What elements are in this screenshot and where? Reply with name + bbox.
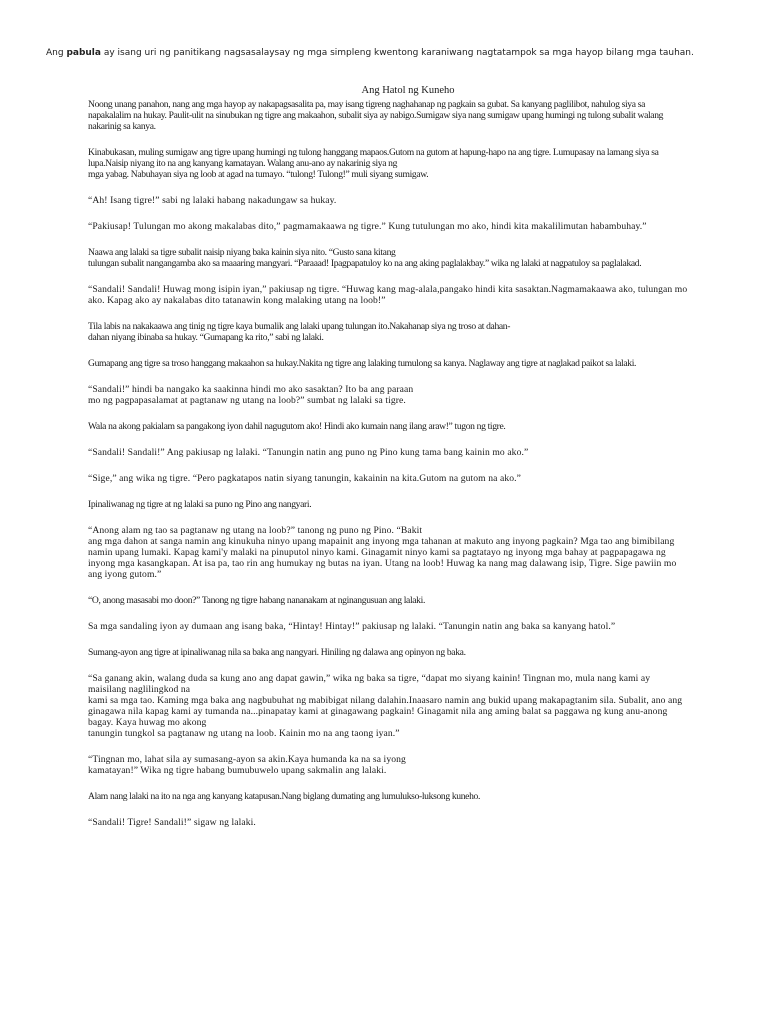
story-paragraph — [88, 321, 688, 343]
intro-text-after: ay isang uri ng panitikang nagsasalaysay ng mga simpleng kwentong karaniwang nagtatampok sa mga hayop bilang mga tauhan. — [100, 48, 694, 58]
story-paragraph — [88, 247, 688, 269]
story-paragraph — [88, 473, 688, 484]
story-paragraph — [88, 421, 688, 432]
story-paragraph — [88, 284, 688, 306]
paragraph-line: kamatayan!” Wika ng tigre habang bumubuwelo upang sakmalin ang lalaki. — [88, 765, 387, 776]
paragraph-line: “Sandali! Tigre! Sandali!” sigaw ng lalaki. — [88, 817, 256, 828]
paragraph-line: “Pakiusap! Tulungan mo akong makalabas dito,” pagmamakaawa ng tigre.” Kung tutulungan mo ako, hindi kita makalilimutan habambuhay.” — [88, 221, 647, 232]
paragraph-line: Tila labis na nakakaawa ang tinig ng tigre kaya bumalik ang lalaki upang tulungan ito.Nakahanap siya ng troso at dahan- — [88, 321, 511, 332]
paragraph-line: mga yabag. Nabuhayan siya ng loob at agad na tumayo. “tulong! Tulong!” muli siyang sumigaw. — [88, 169, 429, 180]
story-paragraph — [88, 817, 688, 828]
story-paragraph — [88, 621, 688, 632]
paragraph-line: “Tingnan mo, lahat sila ay sumasang-ayon sa akin.Kaya humanda ka na sa iyong — [88, 754, 406, 765]
story-paragraph — [88, 673, 688, 739]
story-paragraph — [88, 525, 688, 580]
story-paragraph — [88, 791, 688, 802]
story-paragraph — [88, 447, 688, 458]
paragraph-line: “Sandali! Sandali! Huwag mong isipin iyan,” pakiusap ng tigre. “Huwag kang mag-alala,pangako hindi kita sasaktan.Nagmamakaawa ako, tulungan mo ako. Kapag ako ay nakalabas dito tatanawin kong malaking utang na loob!” — [88, 284, 688, 306]
paragraph-line: Noong unang panahon, nang ang mga hayop ay nakapagsasalita pa, may isang tigreng naghahanap ng pagkain sa gubat. Sa kanyang paglilibot, nahulog siya sa napakalalim na hukay. Paulit-ulit na sinubukan ng tigre ang makaahon, subalit siya ay nabigo.Sumigaw siya nang sumigaw upang humingi ng tulong subalit walang nakarinig sa kanya. — [88, 99, 664, 132]
paragraph-line: ang mga dahon at sanga namin ang kinukuha ninyo upang mapainit ang inyong mga tahanan at makuto ang inyong pagkain? Mga tao ang bimibilang namin upang lumaki. Kapag kami'y malaki na pinuputol ninyo kami. Ginagamit ninyo kami sa pagtatayo ng inyong mga bahay at pagpapagawa ng inyong mga kasangkapan. At isa pa, tao rin ang humukay ng butas na iyan. Utang na loob! Huwag ka nang mag dalawang isip, Tigre. Sige pawiin mo ang iyong gutom.” — [88, 536, 677, 580]
story-paragraphs — [88, 99, 688, 828]
story-paragraph — [88, 99, 688, 132]
paragraph-line: “Sandali! Sandali!” Ang pakiusap ng lalaki. “Tanungin natin ang puno ng Pino kung tama bang kainin mo ako.” — [88, 447, 529, 458]
paragraph-line: Wala na akong pakialam sa pangakong iyon dahil nagugutom ako! Hindi ako kumain nang ilang araw!” tugon ng tigre. — [88, 421, 506, 432]
story-body — [88, 85, 688, 843]
story-paragraph — [88, 195, 688, 206]
paragraph-line: dahan niyang ibinaba sa hukay. “Gumapang ka rito,” sabi ng lalaki. — [88, 332, 324, 343]
paragraph-line: “Sandali!” hindi ba nangako ka saakinna hindi mo ako sasaktan? Ito ba ang paraan — [88, 384, 414, 395]
story-paragraph — [88, 358, 688, 369]
paragraph-line: “Ah! Isang tigre!” sabi ng lalaki habang nakadungaw sa hukay. — [88, 195, 337, 206]
intro-keyword: pabula — [66, 48, 101, 58]
story-paragraph — [88, 595, 688, 606]
story-paragraph — [88, 147, 688, 180]
paragraph-line: kami sa mga tao. Kaming mga baka ang nagbubuhat ng mabibigat nilang dalahin.Inaasaro namin ang bukid upang makapagtanim sila. Subalit, ano ang ginagawa nila kapag kami ay tumanda na...pinapatay kami at ginagawang pagkain! Ginagamit nila ang aming balat sa paggawa ng kung anu-anong bagay. Kaya huwag mo akong — [88, 695, 683, 728]
story-paragraph — [88, 221, 688, 232]
intro-text-before: Ang — [46, 48, 67, 58]
story-paragraph — [88, 647, 688, 658]
paragraph-line: tanungin tungkol sa pagtanaw ng utang na loob. Kainin mo na ang taong iyan.” — [88, 728, 400, 739]
paragraph-line: Kinabukasan, muling sumigaw ang tigre upang humingi ng tulong hanggang mapaos.Gutom na gutom at hapung-hapo na ang tigre. Lumupasay na lamang siya sa lupa.Naisip niyang ito na ang kanyang kamatayan. Walang anu-ano ay nakarinig siya ng — [88, 147, 659, 169]
paragraph-line: “Anong alam ng tao sa pagtanaw ng utang na loob?” tanong ng puno ng Pino. “Bakit — [88, 525, 423, 536]
paragraph-line: “O, anong masasabi mo doon?” Tanong ng tigre habang nananakam at nginangusuan ang lalaki. — [88, 595, 425, 606]
paragraph-line: “Sige,” ang wika ng tigre. “Pero pagkatapos natin siyang tanungin, kakainin na kita.Gutom na gutom na ako.” — [88, 473, 521, 484]
paragraph-line: Naawa ang lalaki sa tigre subalit naisip niyang baka kainin siya nito. “Gusto sana kitang — [88, 247, 396, 258]
paragraph-line: Sumang-ayon ang tigre at ipinaliwanag nila sa baka ang nangyari. Hiniling ng dalawa ang opinyon ng baka. — [88, 647, 466, 658]
paragraph-line: Gumapang ang tigre sa troso hanggang makaahon sa hukay.Nakita ng tigre ang lalaking tumulong sa kanya. Naglaway ang tigre at naglakad paikot sa lalaki. — [88, 358, 637, 369]
story-paragraph — [88, 384, 688, 406]
paragraph-line: “Sa ganang akin, walang duda sa kung ano ang dapat gawin,” wika ng baka sa tigre, “dapat mo siyang kainin! Tingnan mo, mula nang kami ay maisilang naglilingkod na — [88, 673, 651, 695]
paragraph-line: Ipinaliwanag ng tigre at ng lalaki sa puno ng Pino ang nangyari. — [88, 499, 312, 510]
story-paragraph — [88, 499, 688, 510]
story-title: Ang Hatol ng Kuneho — [361, 85, 455, 96]
intro-paragraph — [46, 46, 706, 61]
paragraph-line: Alam nang lalaki na ito na nga ang kanyang katapusan.Nang biglang dumating ang lumulukso-luksong kuneho. — [88, 791, 481, 802]
paragraph-line: mo ng pagpapasalamat at pagtanaw ng utang na loob?” sumbat ng lalaki sa tigre. — [88, 395, 406, 406]
paragraph-line: Sa mga sandaling iyon ay dumaan ang isang baka, “Hintay! Hintay!” pakiusap ng lalaki. “Tanungin natin ang baka sa kanyang hatol.” — [88, 621, 616, 632]
story-paragraph — [88, 754, 688, 776]
paragraph-line: tulungan subalit nangangamba ako sa maaaring mangyari. “Paraaad! Ipagpapatuloy ko na ang aking paglalakbay.” wika ng lalaki at nagpatuloy sa paglalakad. — [88, 258, 642, 269]
